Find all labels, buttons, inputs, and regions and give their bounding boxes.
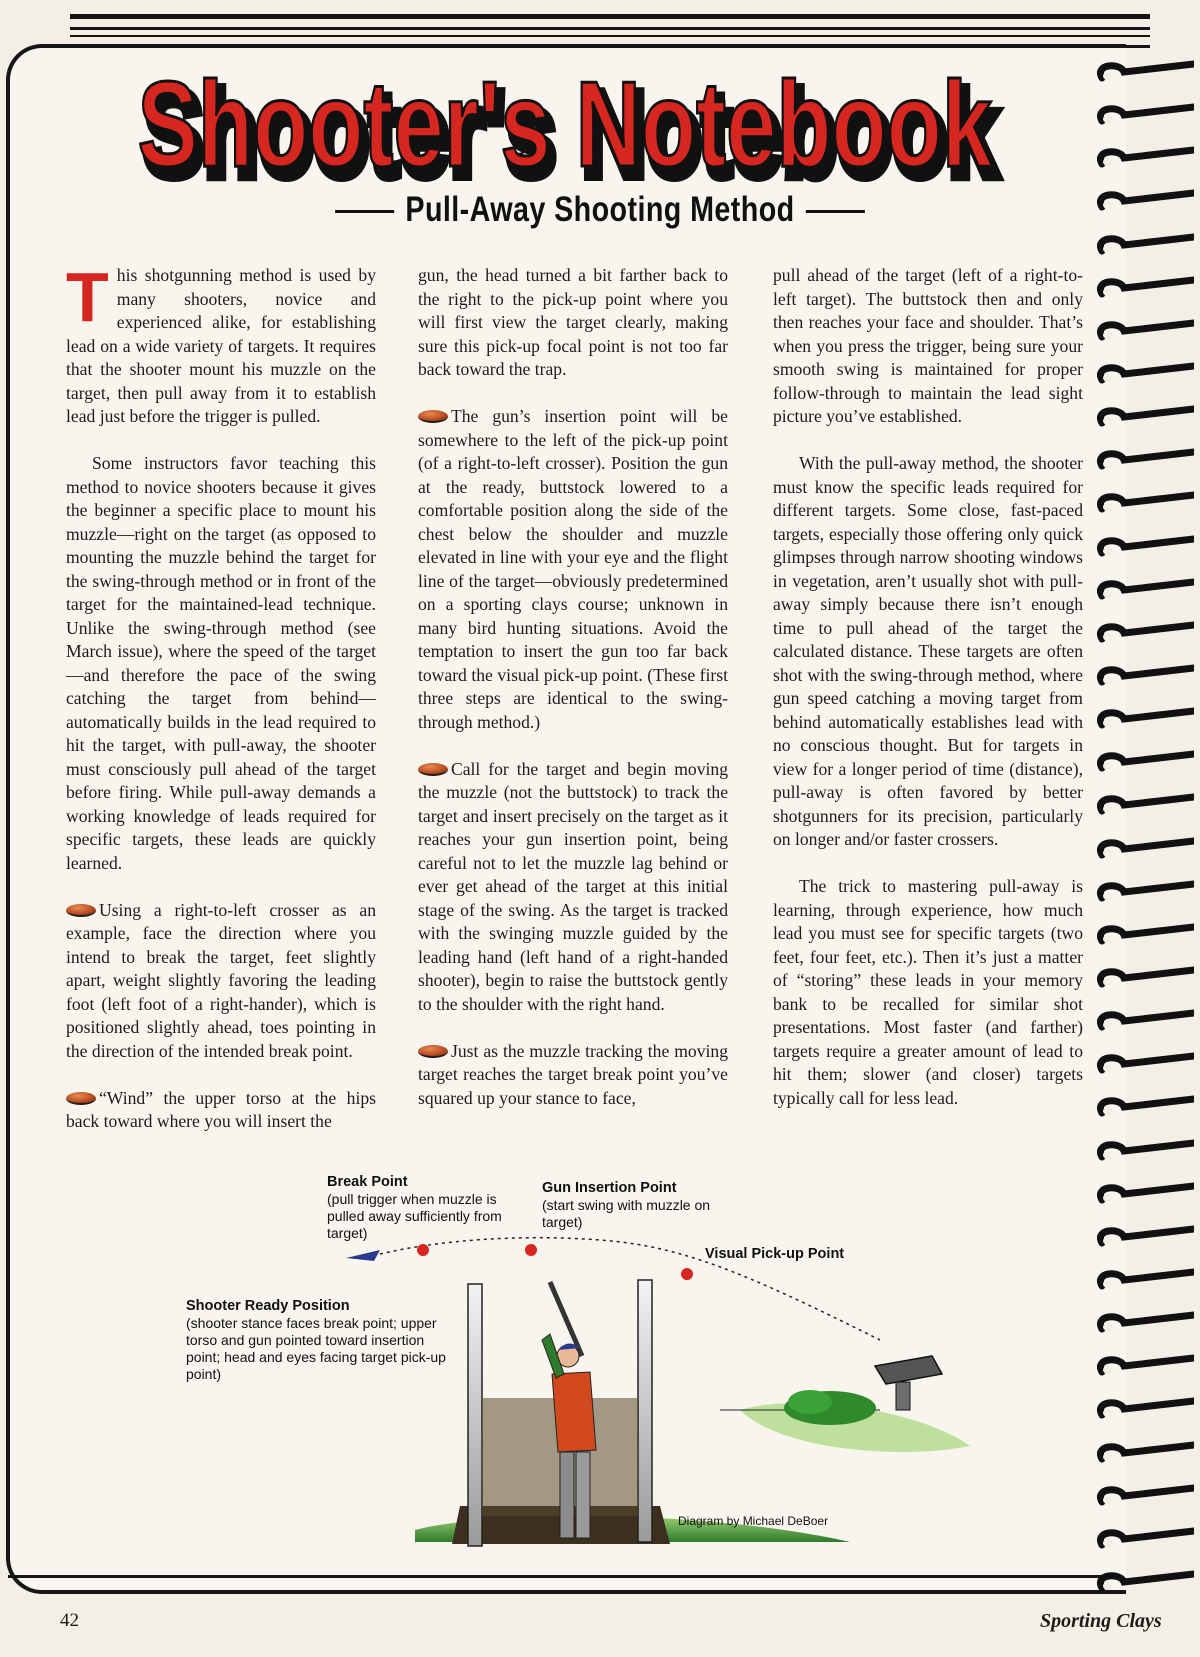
spiral-coil-icon [1090, 966, 1194, 996]
break-point-marker [417, 1244, 429, 1256]
spiral-coil [1090, 1225, 1194, 1255]
shooter-leg-left [560, 1452, 574, 1538]
label-text: (start swing with muzzle on target) [542, 1197, 711, 1230]
spiral-coil [1090, 448, 1194, 478]
broken-target-icon [346, 1250, 380, 1261]
spiral-coil-icon [1090, 837, 1194, 867]
spiral-coil [1090, 1484, 1194, 1514]
spiral-coil-icon [1090, 319, 1194, 349]
article-subtitle [108, 190, 1092, 230]
paragraph: With the pull-away method, the shooter must know the specific leads required for different targets. Some close, fast-paced targets, especially those offering only quick glimpses through narrow shooting windows in vegetation, aren’t usually shot with pull-away simply because there isn’t enough time to pull ahead of the target the calculated distance. These targets are often shot with the swing-through method, where gun speed catching a moving target from behind automatically establishes lead with no conscious thought. But for targets in view for a longer period of time (distance), pull-away is often favored by better shotgunners for its precision, particularly on longer and/or faster crossers. [773, 453, 1083, 849]
spiral-binding [1090, 60, 1200, 1600]
spiral-coil [1090, 880, 1194, 910]
label-text: (pull trigger when muzzle is pulled away sufficiently from target) [327, 1191, 502, 1241]
spiral-coil-icon [1090, 1354, 1194, 1384]
spiral-coil [1090, 1182, 1194, 1212]
trap-machine-icon [875, 1356, 942, 1384]
subtitle-rule-left [335, 210, 394, 213]
spiral-coil [1090, 1095, 1194, 1125]
bush-highlight [788, 1390, 832, 1414]
spiral-coil-icon [1090, 1570, 1194, 1600]
spiral-coil [1090, 491, 1194, 521]
shooter-leg-right [576, 1452, 590, 1538]
paragraph-text: “Wind” the upper torso at the hips back toward where you will insert the [66, 1087, 376, 1131]
label-text: (shooter stance faces break point; upper torso and gun pointed toward insertion point; head and eyes facing target pick-up point) [186, 1315, 446, 1382]
pickup-point-marker [681, 1268, 693, 1280]
cage-post-left [468, 1284, 482, 1546]
spiral-coil [1090, 621, 1194, 651]
spiral-coil [1090, 535, 1194, 565]
clay-target-icon [418, 763, 448, 776]
insertion-point-marker [525, 1244, 537, 1256]
masthead-logo [130, 48, 1090, 198]
spiral-coil [1090, 966, 1194, 996]
magazine-name: Sporting Clays [1040, 1610, 1162, 1632]
spiral-coil-icon [1090, 103, 1194, 133]
paragraph [418, 1040, 728, 1111]
shooter-vest [552, 1372, 596, 1452]
spiral-coil-icon [1090, 60, 1194, 90]
page-number: 42 [60, 1610, 79, 1631]
spiral-coil [1090, 1570, 1194, 1600]
paragraph [418, 758, 728, 1017]
label-title: Shooter Ready Position [186, 1298, 350, 1314]
spiral-coil [1090, 233, 1194, 263]
spiral-coil [1090, 1311, 1194, 1341]
spiral-coil-icon [1090, 1009, 1194, 1039]
spiral-coil-icon [1090, 189, 1194, 219]
masthead-title: Shooter's Notebook [137, 56, 993, 193]
paragraph-text: The gun’s insertion point will be somewhere to the left of the pick-up point (of a right-to-left crosser). Position the gun at the ready, buttstock lowered to a comfortable position along the side of the chest below the shoulder and muzzle elevated in line with your eye and the flight line of the target—obviously predetermined on a sporting clays course; unknown in many bird hunting situations. Avoid the temptation to insert the gun too far back toward the visual pick-up point. (These first three steps are identical to the swing-through method.) [418, 406, 728, 732]
spiral-coil [1090, 1354, 1194, 1384]
spiral-coil [1090, 793, 1194, 823]
spiral-coil-icon [1090, 1182, 1194, 1212]
spiral-coil [1090, 319, 1194, 349]
trap-stand [896, 1382, 910, 1410]
label-title: Visual Pick-up Point [705, 1246, 845, 1262]
article-column-2 [418, 264, 728, 1134]
spiral-coil [1090, 60, 1194, 90]
masthead-shadow: Shooter's Notebook [143, 66, 999, 198]
paragraph-text: Call for the target and begin moving the muzzle (not the buttstock) to track the target and insert precisely on the target as it reaches your gun insertion point, being careful not to let the muzzle lag behind or ever get ahead of the target at this initial stage of the swing. As the target is tracked with the swinging muzzle guided by the leading hand (left hand of a right-handed shooter), begin to raise the buttstock gently to the shoulder with the right hand. [418, 758, 728, 1014]
clay-target-icon [66, 904, 96, 917]
spiral-coil-icon [1090, 923, 1194, 953]
paragraph [66, 258, 376, 429]
spiral-coil-icon [1090, 1441, 1194, 1471]
spiral-coil-icon [1090, 1225, 1194, 1255]
spiral-coil [1090, 1009, 1194, 1039]
spiral-coil [1090, 1052, 1194, 1082]
spiral-coil [1090, 1139, 1194, 1169]
article-column-1 [66, 258, 376, 1157]
spiral-coil-icon [1090, 535, 1194, 565]
visual-pickup-label [705, 1246, 905, 1263]
spiral-coil-icon [1090, 1397, 1194, 1427]
spiral-coil-icon [1090, 276, 1194, 306]
paragraph-text: his shotgunning method is used by many shooters, novice and experienced alike, for establishing lead on a wide variety of targets. It requires that the shooter mount his muzzle on the target, then pull away from it to establish lead just before the trigger is pulled. [66, 265, 376, 426]
spiral-coil-icon [1090, 1311, 1194, 1341]
paragraph [418, 405, 728, 734]
spiral-coil-icon [1090, 1484, 1194, 1514]
paragraph: Some instructors favor teaching this method to novice shooters because it gives the beginner a specific place to mount his muzzle—right on the target (as opposed to mounting the muzzle behind the target for the swing-through method or in front of the target for the maintained-lead technique. Unlike the swing-through method (see March issue), where the speed of the target—and therefore the pace of the swing catching the target from behind—automatically builds in the lead required to hit the target, with pull-away, the shooter must consciously pull ahead of the target before firing. While pull-away demands a working knowledge of leads required for specific targets, these leads are quickly learned. [66, 453, 376, 873]
gun-insertion-label [542, 1180, 752, 1231]
spiral-coil [1090, 837, 1194, 867]
spiral-coil-icon [1090, 621, 1194, 651]
spiral-coil-icon [1090, 707, 1194, 737]
masthead [130, 48, 1090, 198]
spiral-coil [1090, 405, 1194, 435]
notebook-page-edge [8, 1575, 1118, 1593]
spiral-coil-icon [1090, 405, 1194, 435]
cage-post-right [638, 1280, 652, 1542]
label-title: Break Point [327, 1174, 408, 1190]
spiral-coil [1090, 1397, 1194, 1427]
spiral-coil-icon [1090, 664, 1194, 694]
spiral-coil [1090, 664, 1194, 694]
spiral-coil-icon [1090, 1095, 1194, 1125]
spiral-coil [1090, 103, 1194, 133]
paragraph: The trick to mastering pull-away is learning, through experience, how much lead you must see for specific targets (two feet, four feet, etc.). Then it’s just a matter of “storing” these leads in your memory bank to be recalled for similar shot presentations. Most faster (and farther) targets require a greater amount of lead to hit them; slower (and closer) targets typically call for less lead. [773, 876, 1083, 1108]
spiral-coil [1090, 1441, 1194, 1471]
subtitle-text: Pull-Away Shooting Method [405, 190, 795, 229]
paragraph-text: Just as the muzzle tracking the moving target reaches the target break point you’ve squared up your stance to face, [418, 1040, 728, 1108]
spiral-coil-icon [1090, 1268, 1194, 1298]
spiral-coil-icon [1090, 578, 1194, 608]
drop-cap: T [66, 258, 109, 336]
paragraph: gun, the head turned a bit farther back to the right to the pick-up point where you will first view the target clearly, making sure this pick-up focal point is not too far back toward the trap. [418, 265, 728, 379]
notebook-top-binding [70, 14, 1150, 48]
pull-away-diagram [180, 1170, 1000, 1570]
label-title: Gun Insertion Point [542, 1180, 677, 1196]
paragraph: pull ahead of the target (left of a right-to-left target). The buttstock then and only then reaches your face and shoulder. That’s when you press the trigger, being sure your smooth swing is maintained for proper follow-through to maintain the lead sight picture you’ve established. [773, 265, 1083, 426]
paragraph [66, 1087, 376, 1134]
spiral-coil-icon [1090, 233, 1194, 263]
spiral-coil-icon [1090, 448, 1194, 478]
spiral-coil-icon [1090, 793, 1194, 823]
spiral-coil-icon [1090, 1139, 1194, 1169]
diagram-credit: Diagram by Michael DeBoer [678, 1514, 829, 1528]
spiral-coil [1090, 578, 1194, 608]
spiral-coil [1090, 707, 1194, 737]
spiral-coil-icon [1090, 1527, 1194, 1557]
spiral-coil-icon [1090, 491, 1194, 521]
article-column-3 [773, 264, 1083, 1134]
spiral-coil [1090, 276, 1194, 306]
spiral-coil [1090, 362, 1194, 392]
spiral-coil [1090, 189, 1194, 219]
break-point-label [327, 1174, 527, 1242]
paragraph-text: Using a right-to-left crosser as an example, face the direction where you intend to break the target, feet slightly apart, weight slightly favoring the leading foot (left foot of a right-hander), which is positioned slightly ahead, toes pointing in the direction of the intended break point. [66, 899, 376, 1061]
paragraph [66, 899, 376, 1064]
clay-target-icon [66, 1092, 96, 1105]
spiral-coil-icon [1090, 362, 1194, 392]
spiral-coil [1090, 1527, 1194, 1557]
spiral-coil-icon [1090, 750, 1194, 780]
spiral-coil [1090, 923, 1194, 953]
ready-position-label [186, 1298, 446, 1383]
clay-target-icon [418, 1045, 448, 1058]
spiral-coil [1090, 146, 1194, 176]
spiral-coil [1090, 750, 1194, 780]
clay-target-icon [418, 410, 448, 423]
spiral-coil [1090, 1268, 1194, 1298]
spiral-coil-icon [1090, 1052, 1194, 1082]
spiral-coil-icon [1090, 146, 1194, 176]
spiral-coil-icon [1090, 880, 1194, 910]
subtitle-rule-right [806, 210, 865, 213]
